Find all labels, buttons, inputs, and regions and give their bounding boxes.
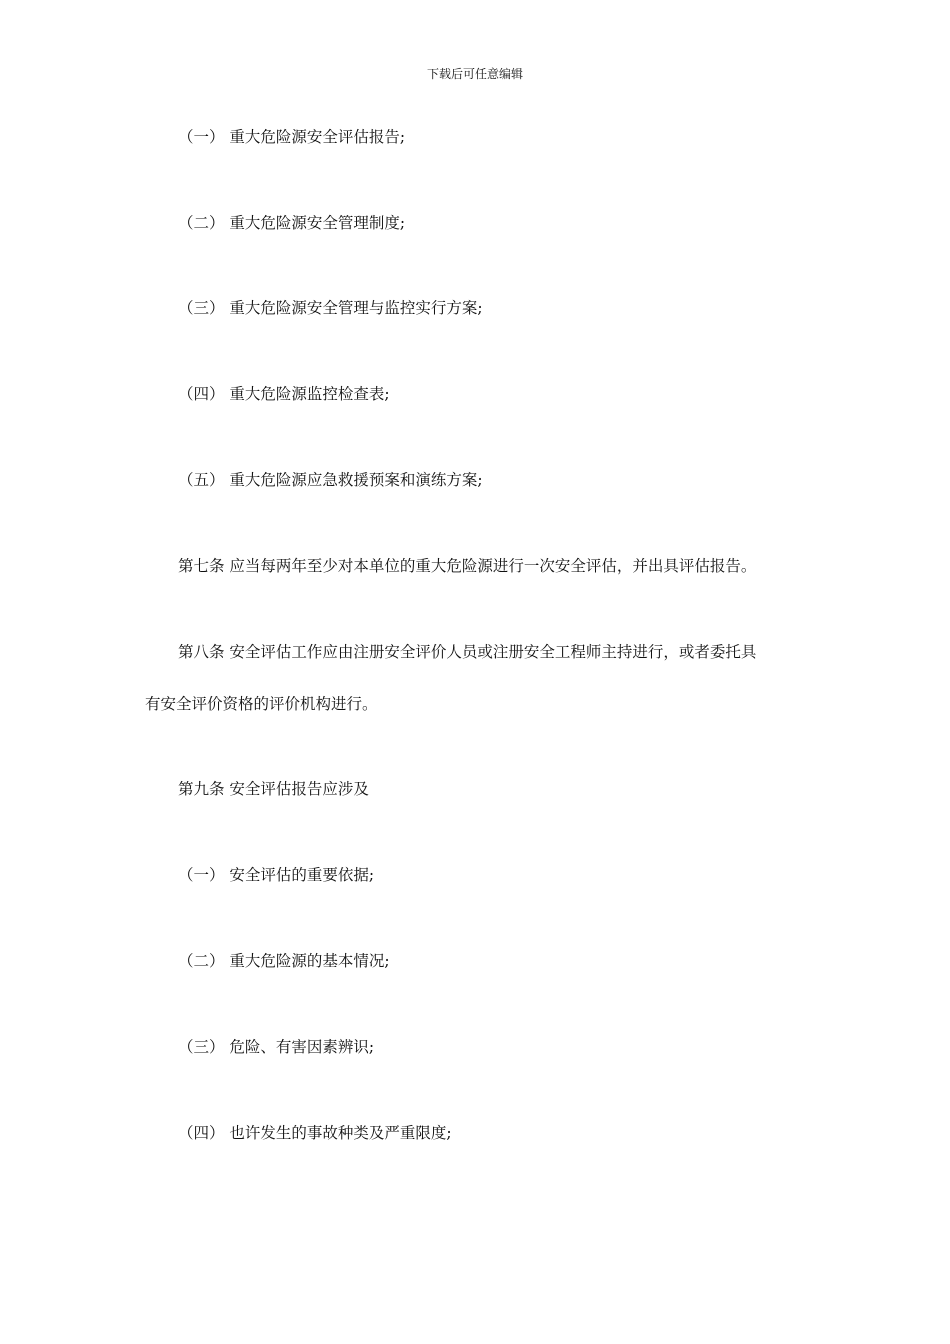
list-item-emergency-plan: （五） 重大危险源应急救援预案和演练方案; [178, 471, 483, 489]
list-item-safety-management-system: （二） 重大危险源安全管理制度; [178, 214, 406, 232]
article-8-line-1: 第八条 安全评估工作应由注册安全评价人员或注册安全工程师主持进行，或者委托具 [178, 643, 757, 661]
article-9: 第九条 安全评估报告应涉及 [178, 780, 369, 798]
list-item-accident-types: （四） 也许发生的事故种类及严重限度; [178, 1124, 452, 1142]
list-item-monitoring-plan: （三） 重大危险源安全管理与监控实行方案; [178, 299, 483, 317]
list-item-hazard-identification: （三） 危险、有害因素辨识; [178, 1038, 375, 1056]
list-item-inspection-checklist: （四） 重大危险源监控检查表; [178, 385, 390, 403]
article-8-line-2: 有安全评价资格的评价机构进行。 [145, 695, 378, 713]
article-7: 第七条 应当每两年至少对本单位的重大危险源进行一次安全评估，并出具评估报告。 [178, 557, 757, 575]
list-item-safety-assessment-report: （一） 重大危险源安全评估报告; [178, 128, 406, 146]
list-item-assessment-basis: （一） 安全评估的重要依据; [178, 866, 375, 884]
page-header: 下载后可任意编辑 [426, 67, 523, 81]
list-item-basic-situation: （二） 重大危险源的基本情况; [178, 952, 390, 970]
